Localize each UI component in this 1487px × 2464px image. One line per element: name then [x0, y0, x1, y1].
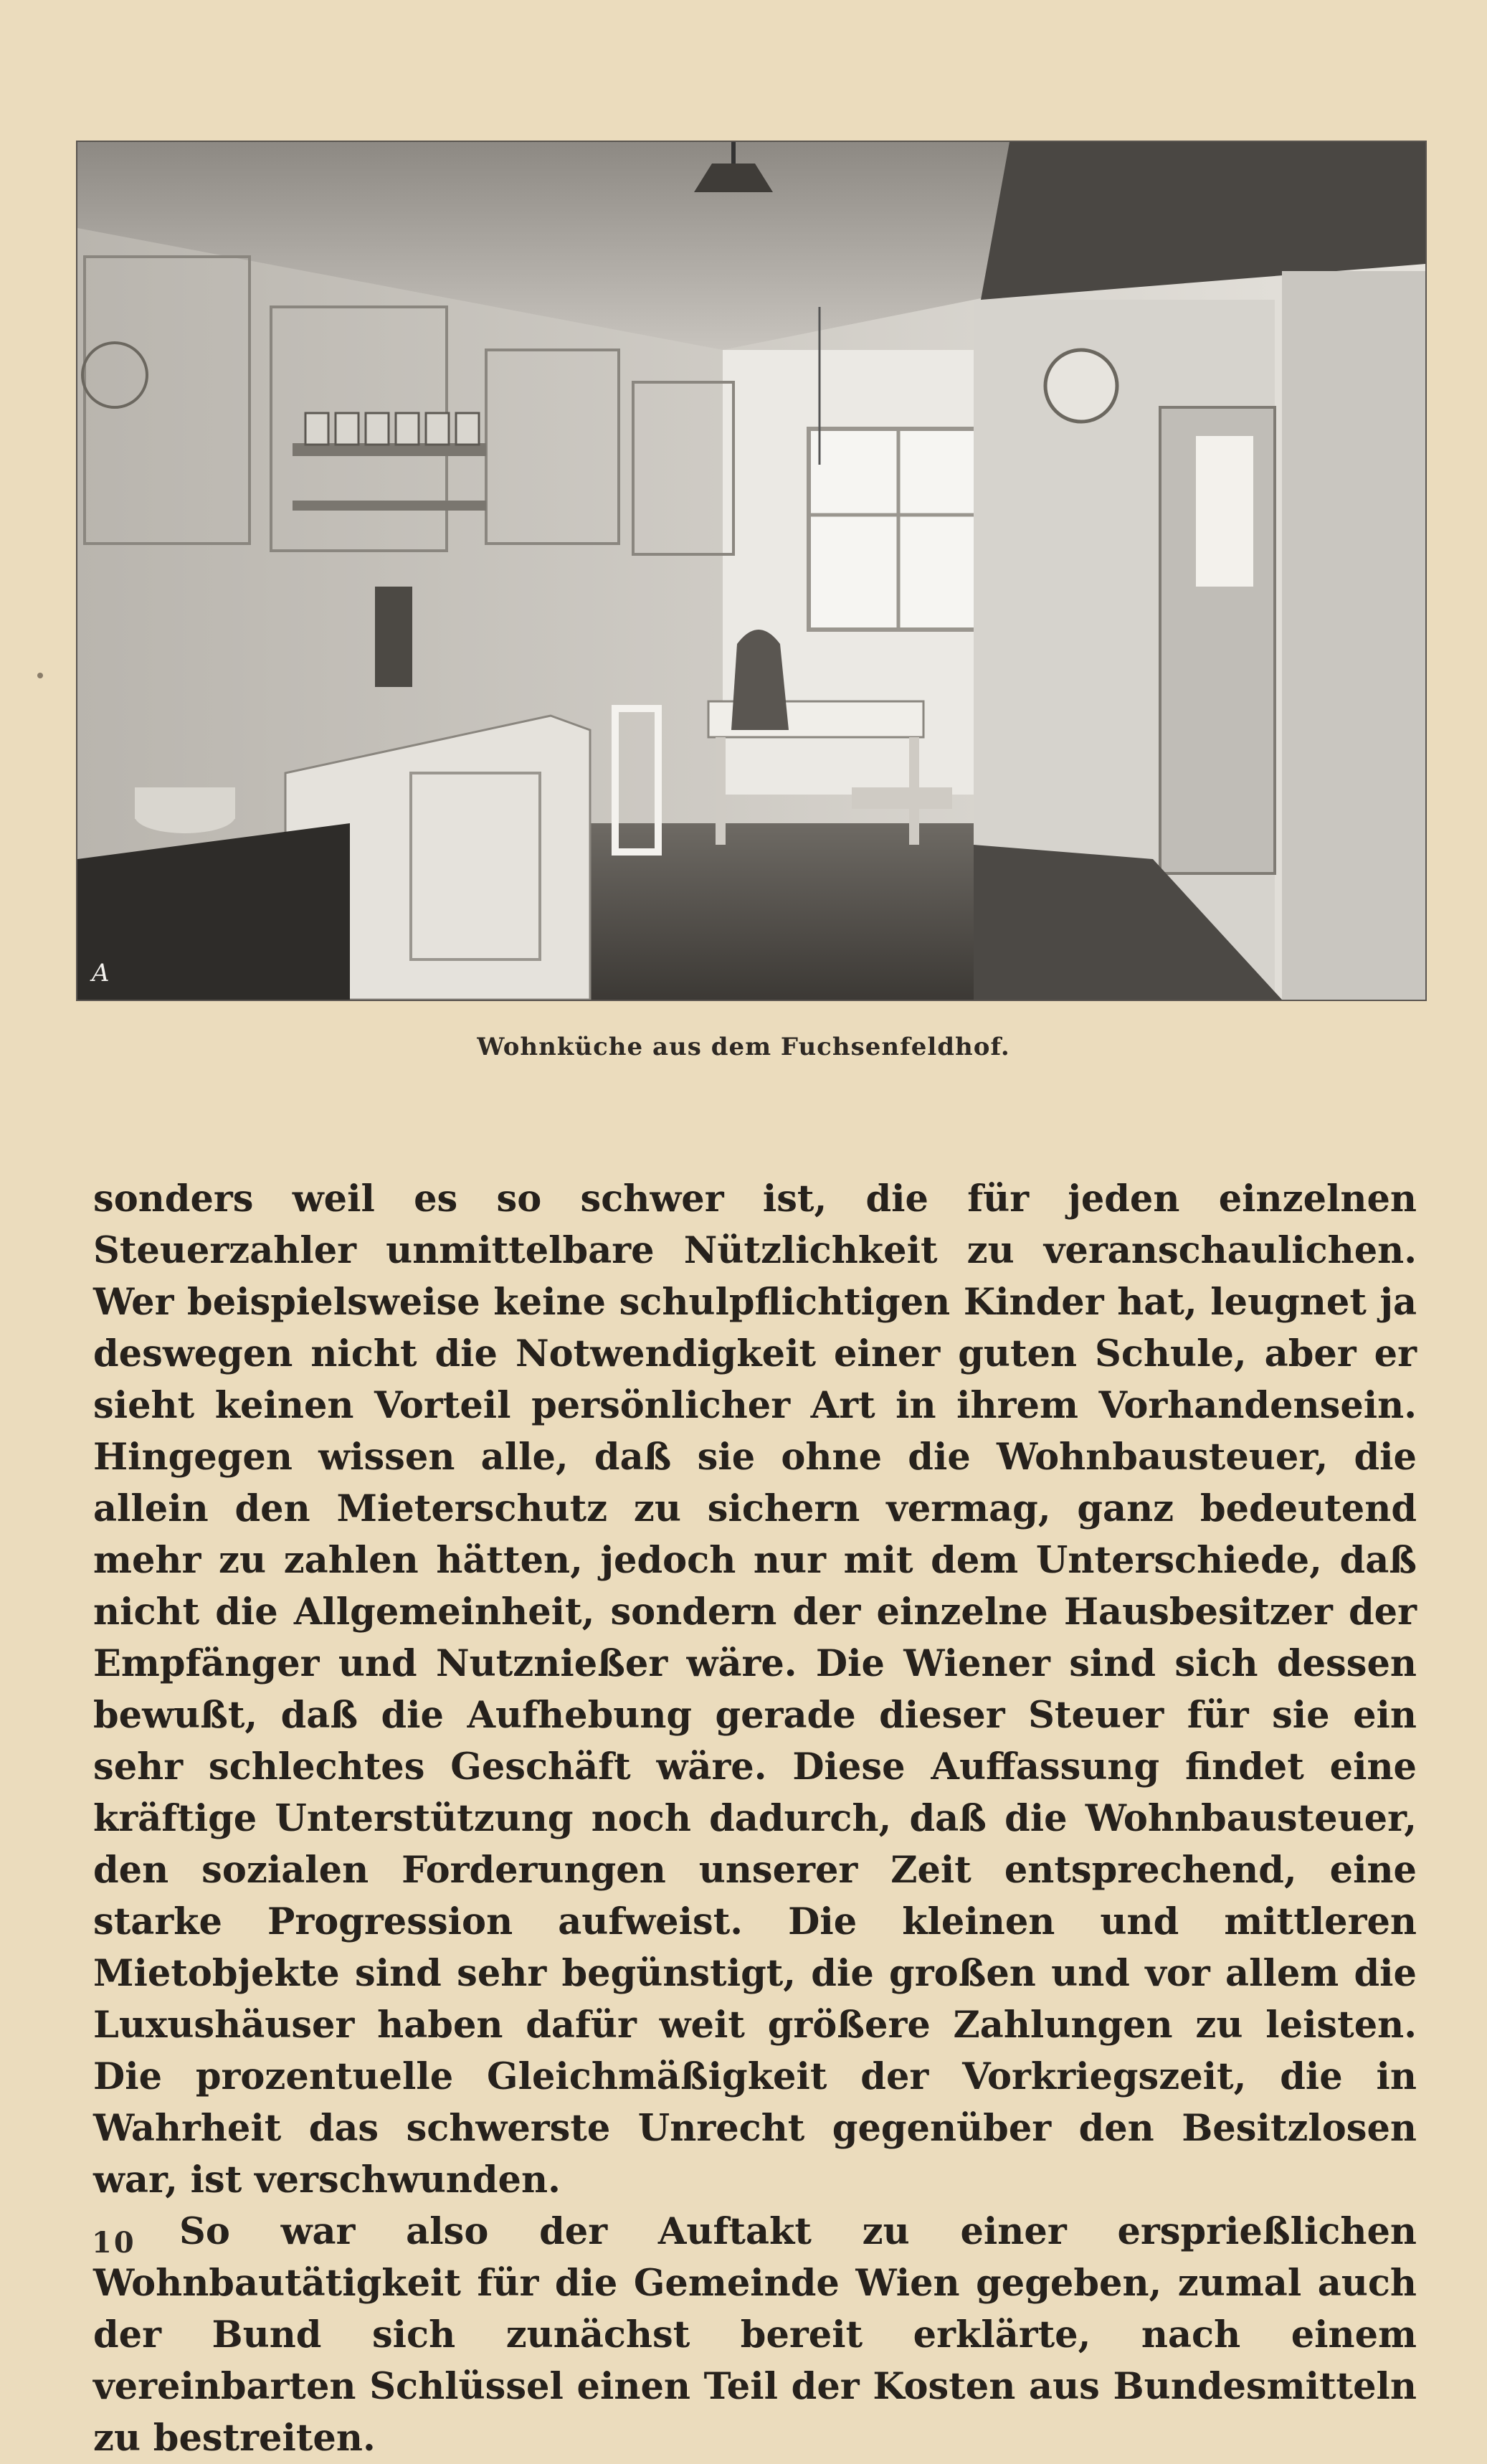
body-text — [93, 1173, 1417, 2464]
page-number: 10 — [92, 2226, 136, 2260]
paragraph-2: So war also der Auftakt zu einer ersprießlichen Wohnbautätigkeit für die Gemeinde Wien gegeben, zumal auch der Bund sich zunächst bereit erklärte, nach einem vereinbarten Schlüssel einen Teil der Kosten aus Bundesmitteln zu bestreiten. — [93, 2210, 1417, 2460]
photo-caption: Wohnküche aus dem Fuchsenfeldhof. — [477, 1033, 1010, 1061]
kitchen-photo — [76, 141, 1427, 1001]
margin-speck — [37, 673, 43, 678]
photo-signature-mark: A — [92, 959, 110, 987]
kitchen-illustration — [77, 142, 1425, 1000]
paragraph-1: sonders weil es so schwer ist, die für jeden einzelnen Steuerzahler unmittelbare Nützlichkeit zu veranschaulichen. Wer beispielsweise keine schulpflichtigen Kinder hat, leugnet ja deswegen nicht die Notwendigkeit einer guten Schule, aber er sieht keinen Vorteil persönlicher Art in ihrem Vorhandensein. Hingegen wissen alle, daß sie ohne die Wohnbausteuer, die allein den Mieterschutz zu sichern vermag, ganz bedeutend mehr zu zahlen hätten, jedoch nur mit dem Unterschiede, daß nicht die Allgemeinheit, sondern der einzelne Hausbesitzer der Empfänger und Nutznießer wäre. Die Wiener sind sich dessen bewußt, daß die Aufhebung gerade dieser Steuer für sie ein sehr schlechtes Geschäft wäre. Diese Auffassung findet eine kräftige Unterstützung noch dadurch, daß die Wohnbausteuer, den sozialen Forderungen unserer Zeit entsprechend, eine starke Progression aufweist. Die kleinen und mittleren Mietobjekte sind sehr begünstigt, die großen und vor allem die Luxushäuser haben dafür weit größere Zahlungen zu leisten. Die prozentuelle Gleichmäßigkeit der Vorkriegszeit, die in Wahrheit das schwerste Unrecht gegenüber den Besitzlosen war, ist verschwunden. — [93, 1177, 1417, 2202]
